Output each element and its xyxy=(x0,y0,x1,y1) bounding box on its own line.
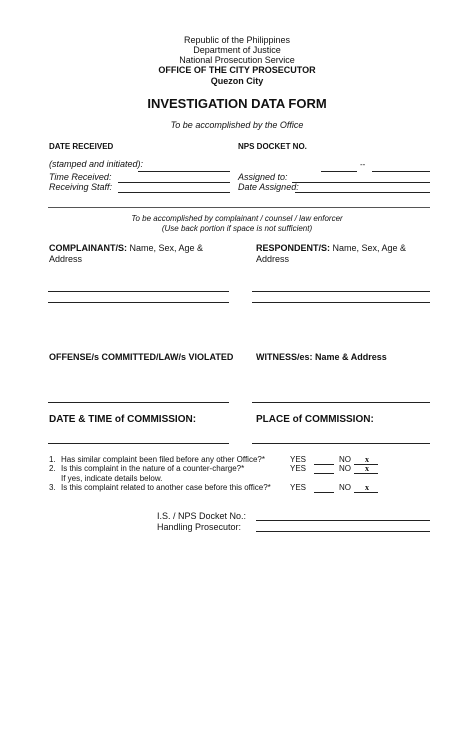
complainant-detail-2: Address xyxy=(49,254,83,264)
offense-label: OFFENSE/s COMMITTED/LAW/s VIOLATED xyxy=(49,352,234,362)
question-2-yes: YES xyxy=(290,464,307,473)
respondent-line-2[interactable] xyxy=(252,302,430,303)
docket-dash: -- xyxy=(360,160,366,169)
place-commission-label: PLACE of COMMISSION: xyxy=(256,414,374,425)
assigned-to-line[interactable] xyxy=(292,182,430,183)
nps-docket-label: NPS DOCKET NO. xyxy=(238,142,307,151)
assigned-to-label: Assigned to: xyxy=(238,172,288,182)
complainant-detail: Name, Sex, Age & xyxy=(127,243,204,253)
stamped-line[interactable] xyxy=(138,171,230,172)
question-2-num: 2. xyxy=(49,464,56,473)
time-received-line[interactable] xyxy=(118,182,230,183)
header-line-1: Republic of the Philippines xyxy=(183,35,291,45)
question-3-no-line xyxy=(354,492,378,493)
question-1-yes: YES xyxy=(290,455,307,464)
respondent-detail: Name, Sex, Age & xyxy=(330,243,407,253)
office-name: OFFICE OF THE CITY PROSECUTOR xyxy=(158,65,316,75)
question-2-note: If yes, indicate details below. xyxy=(61,474,163,483)
stamped-label: (stamped and initiated): xyxy=(49,159,144,169)
complainant-line-1[interactable] xyxy=(48,291,229,292)
section-divider xyxy=(48,207,430,208)
respondent-detail-2: Address xyxy=(256,254,290,264)
witness-label: WITNESS/es: xyxy=(256,352,313,362)
respondent-heading xyxy=(256,243,406,253)
header-line-2: Department of Justice xyxy=(193,45,281,55)
header-line-3: National Prosecution Service xyxy=(179,55,295,65)
question-1-num: 1. xyxy=(49,455,56,464)
receiving-staff-line[interactable] xyxy=(118,192,230,193)
question-2-no: NO xyxy=(339,464,351,473)
complainant-line-2[interactable] xyxy=(48,302,229,303)
question-2-mark[interactable]: x xyxy=(365,464,369,473)
handling-prosecutor-line[interactable] xyxy=(256,531,430,532)
date-assigned-label: Date Assigned: xyxy=(238,182,299,192)
witness-line[interactable] xyxy=(252,402,430,403)
offense-line[interactable] xyxy=(48,402,229,403)
receiving-staff-label: Receiving Staff: xyxy=(49,182,113,192)
complainant-note-2: (Use back portion if space is not sufficient) xyxy=(161,224,313,233)
time-received-label: Time Received: xyxy=(49,172,112,182)
question-3-num: 3. xyxy=(49,483,56,492)
respondent-label: RESPONDENT/S: xyxy=(256,243,331,253)
date-time-commission-label: DATE & TIME of COMMISSION: xyxy=(49,414,197,425)
question-2-no-line xyxy=(354,473,378,474)
question-1-mark[interactable]: x xyxy=(365,455,369,464)
form-title: INVESTIGATION DATA FORM xyxy=(147,96,327,111)
question-3-mark[interactable]: x xyxy=(365,483,369,492)
date-received-label: DATE RECEIVED xyxy=(49,142,114,151)
complainant-note-1: To be accomplished by complainant / counsel / law enforcer xyxy=(131,214,343,223)
question-3-text: Is this complaint related to another case before this office?* xyxy=(61,483,271,492)
complainant-heading xyxy=(49,243,203,253)
question-1-text: Has similar complaint been filed before any other Office?* xyxy=(61,455,265,464)
question-3-no: NO xyxy=(339,483,351,492)
question-1-yes-line[interactable] xyxy=(314,464,334,465)
date-assigned-line[interactable] xyxy=(295,192,430,193)
witness-heading xyxy=(256,352,387,362)
docket-line-a[interactable] xyxy=(321,171,357,172)
question-1-no: NO xyxy=(339,455,351,464)
is-nps-docket-line[interactable] xyxy=(256,520,430,521)
complainant-label: COMPLAINANT/S: xyxy=(49,243,127,253)
respondent-line-1[interactable] xyxy=(252,291,430,292)
witness-detail: Name & Address xyxy=(312,352,387,362)
question-3-yes: YES xyxy=(290,483,307,492)
question-2-yes-line[interactable] xyxy=(314,473,334,474)
question-3-yes-line[interactable] xyxy=(314,492,334,493)
city-name: Quezon City xyxy=(210,76,264,86)
question-2-text: Is this complaint in the nature of a counter-charge?* xyxy=(61,464,245,473)
place-line[interactable] xyxy=(252,443,430,444)
docket-line-b[interactable] xyxy=(372,171,430,172)
date-time-line[interactable] xyxy=(48,443,229,444)
handling-prosecutor-label: Handling Prosecutor: xyxy=(157,522,242,532)
office-note: To be accomplished by the Office xyxy=(170,120,304,130)
is-nps-docket-label: I.S. / NPS Docket No.: xyxy=(157,511,247,521)
